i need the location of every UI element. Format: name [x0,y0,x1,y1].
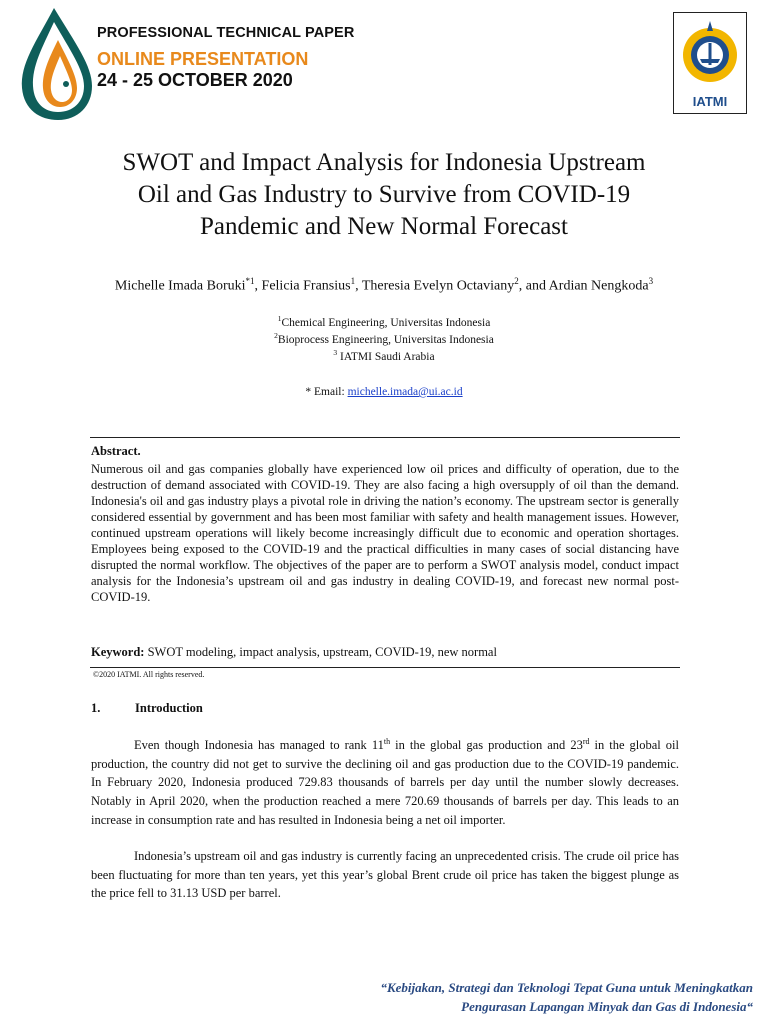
affil-text: IATMI Saudi Arabia [337,350,435,363]
affil-marker: 2 [274,331,278,340]
corresponding-email [30,386,738,398]
header-line-professional: PROFESSIONAL TECHNICAL PAPER [97,25,355,41]
title-line: Oil and Gas Industry to Survive from COVID-19 [137,181,631,208]
iatmi-logo [673,12,747,114]
keywords [91,645,497,660]
author-affil-marker: *1 [245,276,255,286]
para-text: in the global gas production and 23 [390,738,583,753]
para-text: in the global oil production, the country did not get to survive the declining oil and gas production due to the COVID-19 pandemic. In February 2020, Indonesia produced 729.83 thousands of barrels per day until the number slowly decreases. Notably in April 2020, when the production reached a mere 720.69 thousands of barrels per day. This leads to an increase in consumption rate and has resulted in Indonesia being a net oil importer. [91,738,679,827]
intro-paragraph-2 [91,847,679,903]
author-list [30,276,738,295]
author-name: , Theresia Evelyn Octaviany [355,278,515,294]
iatmi-emblem-icon [674,13,746,91]
footer-motto-line: “Kebijakan, Strategi dan Teknologi Tepat Guna untuk Meningkatkan [380,980,753,995]
intro-paragraph-1 [91,733,679,829]
title-line: Pandemic and New Normal Forecast [200,213,568,240]
author-affil-marker: 3 [648,276,654,286]
ordinal-sup: th [383,737,391,746]
iatmi-label: IATMI [692,94,728,109]
affiliation [30,314,738,329]
keyword-bottom-rule [90,667,680,668]
copyright-notice: ©2020 IATMI. All rights reserved. [93,670,205,679]
email-label: * Email: [305,386,348,398]
keyword-label: Keyword: [91,645,145,659]
footer-motto [233,978,753,1016]
footer-motto-line: Pengurasan Lapangan Minyak dan Gas di Indonesia“ [461,999,753,1014]
author-name: , Felicia Fransius [254,278,351,294]
email-link[interactable]: michelle.imada@ui.ac.id [347,386,463,398]
affiliation [30,348,738,363]
ordinal-sup: rd [582,737,590,746]
conference-droplet-logo [18,4,96,122]
affil-text: Chemical Engineering, Universitas Indonesia [281,316,491,329]
author-affil-marker: 1 [350,276,356,286]
abstract-top-rule [90,437,680,438]
section-number: 1. [91,701,101,715]
author-name: , and Ardian Nengkoda [518,278,649,294]
section-title: Introduction [135,701,203,715]
keyword-text: SWOT modeling, impact analysis, upstream, COVID-19, new normal [144,645,497,659]
header-line-online-presentation: ONLINE PRESENTATION [97,49,309,69]
affil-marker: 3 [333,348,338,357]
paper-title [60,147,708,243]
title-line: SWOT and Impact Analysis for Indonesia Upstream [122,149,646,176]
abstract-body: Numerous oil and gas companies globally have experienced low oil prices and difficulty of operation, due to the destruction of demand associated with COVID-19. They are also facing a high oversupply of oil than the demand. Indonesia's oil and gas industry plays a pivotal role in driving the nation’s economy. The upstream sector is generally considered essential by government and has been most familiar with safety and health management issues. However, continued upstream operations will likely become increasingly difficult due to economic and operation shortages. Employees being exposed to the COVID-19 and the practical difficulties in many cases of social distancing have disrupted the normal workflow. The objectives of the paper are to perform a SWOT analysis model, conduct impact analysis for the Indonesia’s upstream oil and gas industry in dealing COVID-19, and forecast new normal post-COVID-19. [91,462,679,604]
abstract-heading: Abstract. [91,444,141,458]
affiliation [30,331,738,346]
para-text: Even though Indonesia has managed to rank 11 [134,738,384,753]
para-text: Indonesia’s upstream oil and gas industry is currently facing an unprecedented crisis. The crude oil price has been fluctuating for more than ten years, yet this year’s global Brent crude oil price has taken the biggest plunge as the price fell to 31.13 USD per barrel. [91,849,679,901]
author-affil-marker: 2 [514,276,519,286]
affil-marker: 1 [277,314,282,323]
affil-text: Bioprocess Engineering, Universitas Indonesia [277,333,494,346]
author-name: Michelle Imada Boruki [114,278,246,294]
header-line-dates: 24 - 25 OCTOBER 2020 [97,70,293,90]
